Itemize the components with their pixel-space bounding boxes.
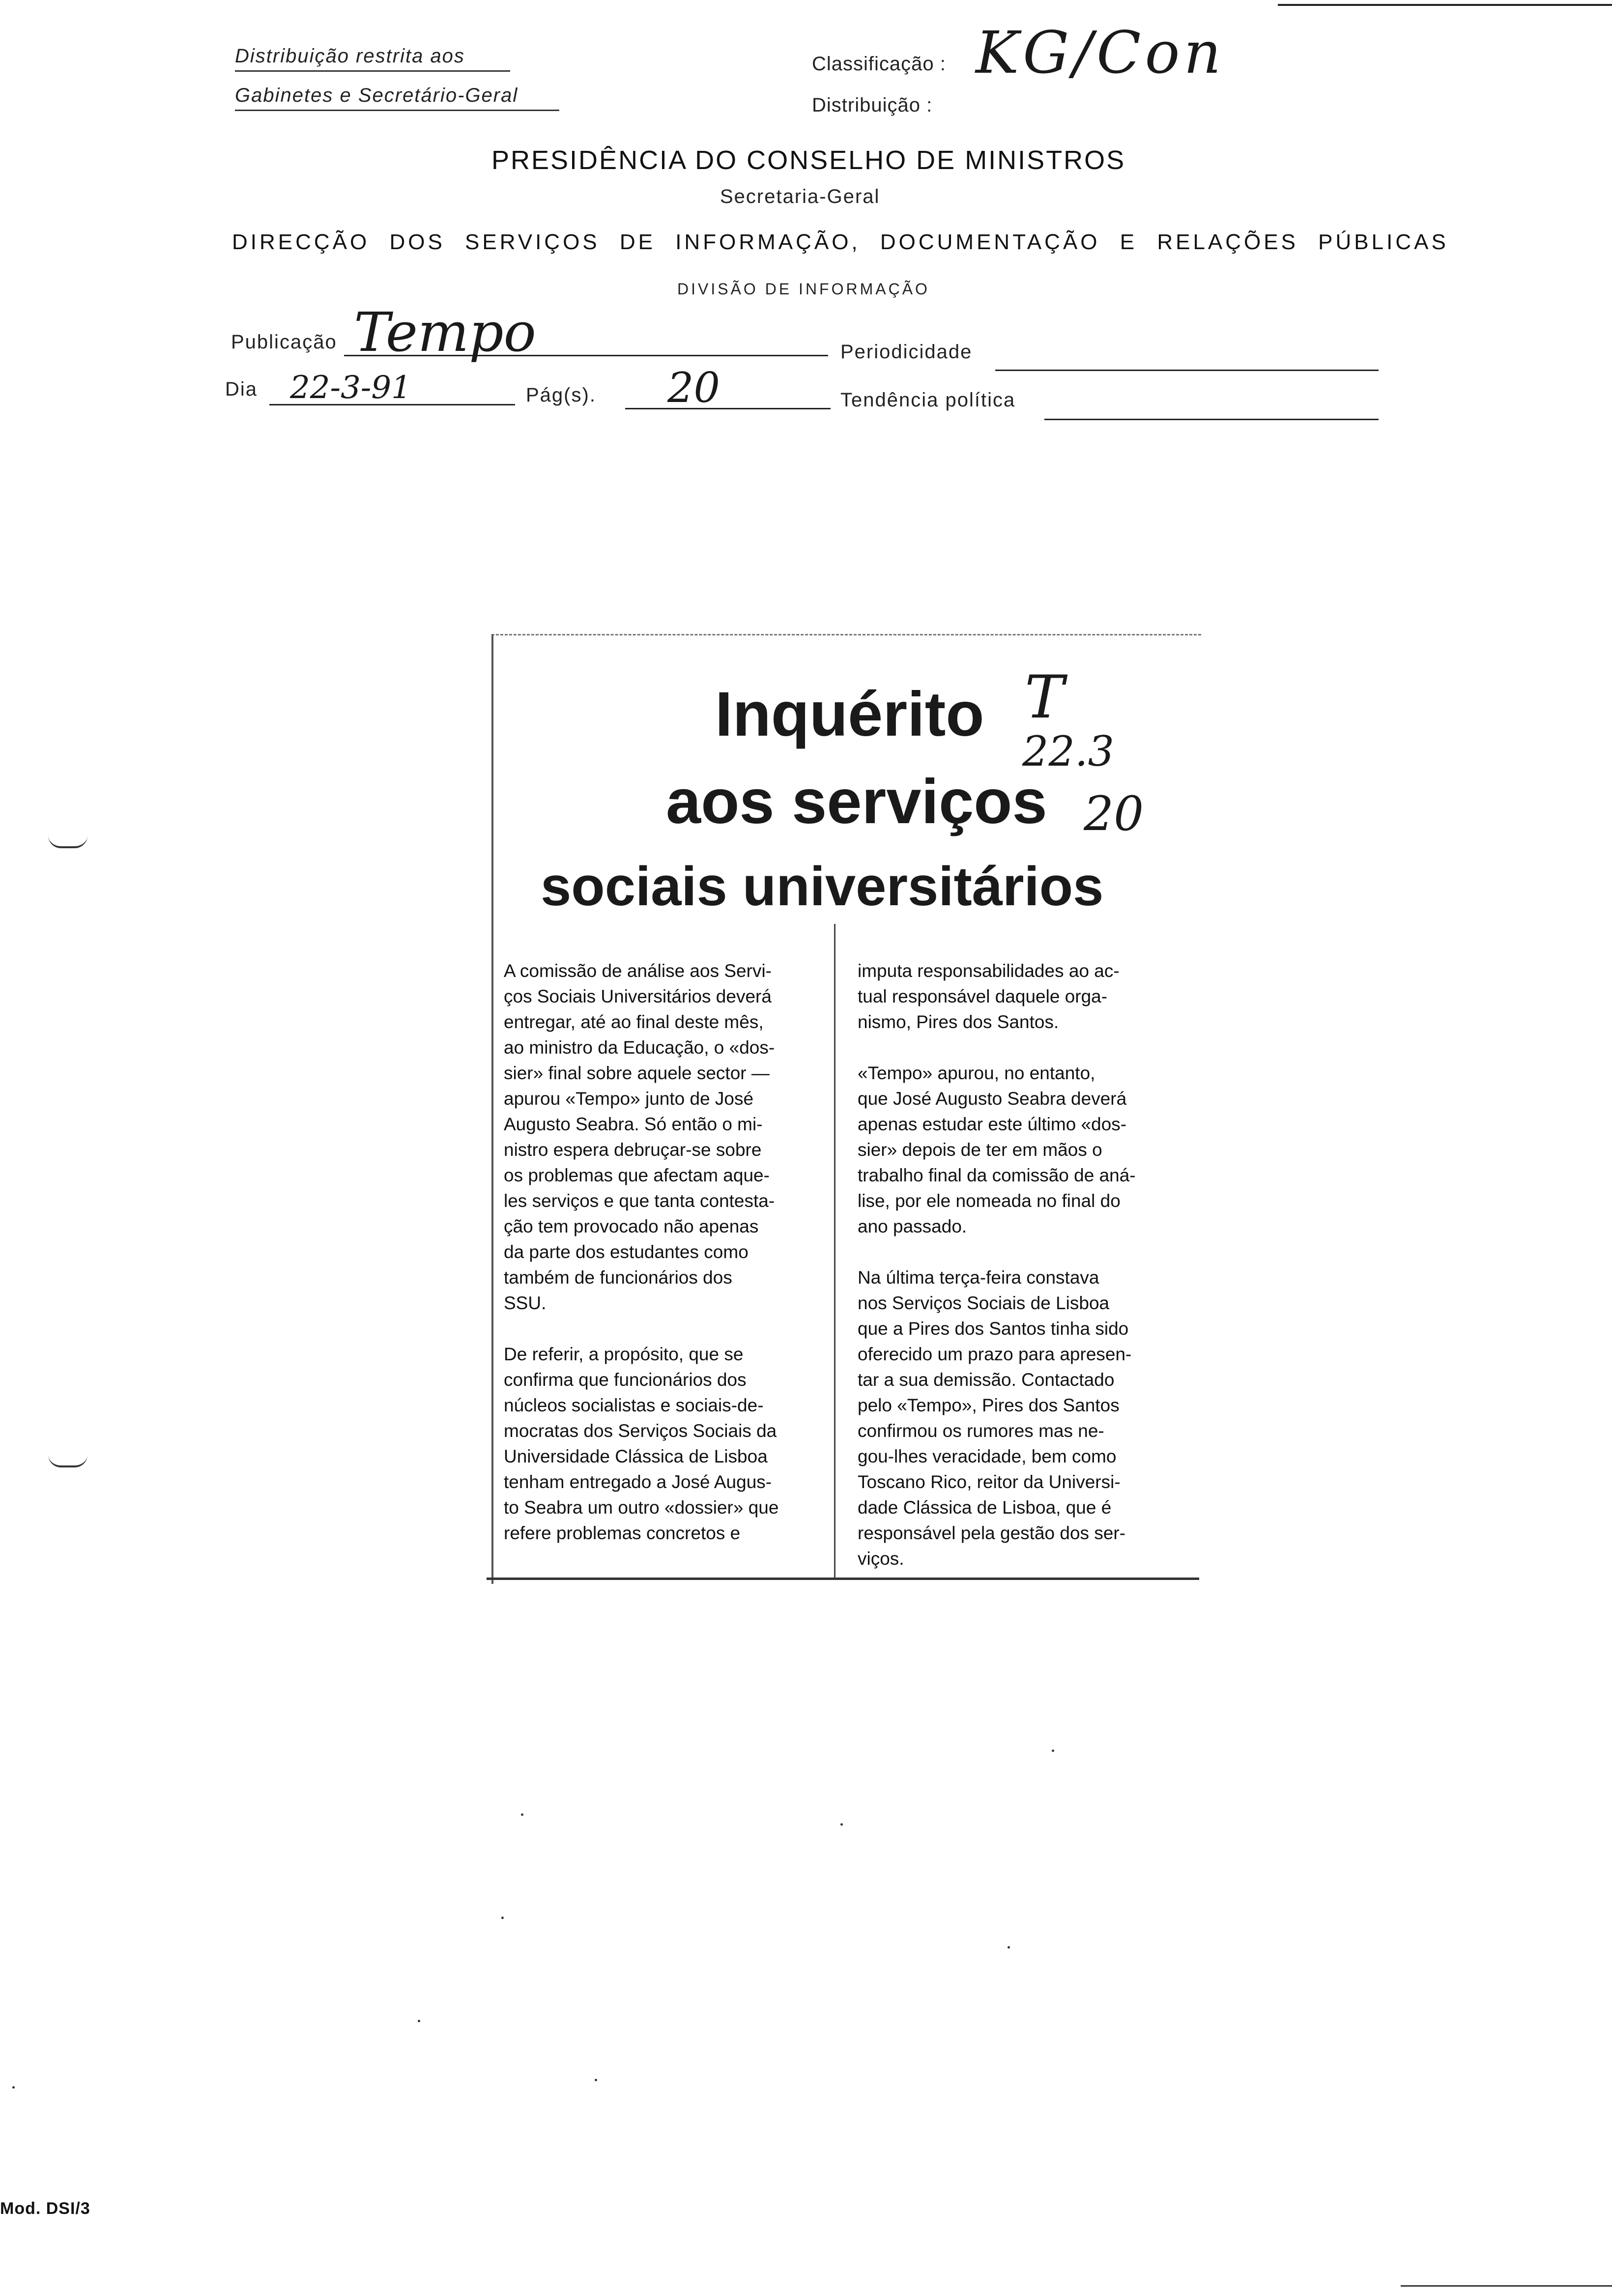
scan-speck xyxy=(501,1917,504,1919)
classificacao-label: Classificação : xyxy=(812,53,946,75)
scan-speck xyxy=(595,2079,597,2081)
page-subtitle: Secretaria-Geral xyxy=(720,186,880,207)
bottom-edge-rule xyxy=(1401,2285,1612,2287)
page-title: PRESIDÊNCIA DO CONSELHO DE MINISTROS xyxy=(491,145,1126,175)
handwritten-annotation-line1: T xyxy=(1025,663,1065,732)
restricted-distribution-line1: Distribuição restrita aos xyxy=(235,45,510,72)
headline-line2: aos serviços xyxy=(666,767,1047,837)
column-divider xyxy=(834,924,835,1578)
publicacao-handwritten-value: Tempo xyxy=(354,301,536,364)
scan-speck xyxy=(418,2020,420,2022)
headline-line3: sociais universitários xyxy=(541,856,1104,917)
tendencia-line xyxy=(1044,419,1379,420)
department-name: DIRECÇÃO DOS SERVIÇOS DE INFORMAÇÃO, DOCUMENTAÇÃO E RELAÇÕES PÚBLICAS xyxy=(232,230,1449,254)
scan-speck xyxy=(1052,1750,1054,1752)
headline-line1: Inquérito xyxy=(715,679,984,749)
pags-label: Pág(s). xyxy=(526,384,596,406)
form-code: Mod. DSI/3 xyxy=(0,2199,90,2218)
division-name: DIVISÃO DE INFORMAÇÃO xyxy=(677,280,930,298)
handwritten-annotation-line2: 22.3 xyxy=(1022,727,1115,775)
tendencia-label: Tendência política xyxy=(840,389,1016,411)
scan-speck xyxy=(840,1823,843,1826)
article-column-left: A comissão de análise aos Servi- ços Sociais Universitários deverá entregar, até ao final deste mês, ao ministro da Educação, o «dos- sier» final sobre aquele sector — apurou «Tempo» junto de José Augusto Seabra. Só então o mi- nistro espera debruçar-se sobre os problemas que afectam aque- les serviços e que tanta contesta- ção tem provocado não apenas da parte dos estudantes como também de funcionários dos SSU. De referir, a propósito, que se confirma que funcionários dos núcleos socialistas e sociais-de- mocratas dos Serviços Sociais da Universidade Clássica de Lisboa tenham entregado a José Augus- to Seabra um outro «dossier» que refere problemas concretos e xyxy=(504,961,779,1543)
dia-label: Dia xyxy=(225,378,258,400)
periodicidade-label: Periodicidade xyxy=(840,341,973,363)
classificacao-handwritten-value: KG/Con xyxy=(976,19,1225,86)
article-column-right: imputa responsabilidades ao ac- tual responsável daquele orga- nismo, Pires dos Santos. «Tempo» apurou, no entanto, que José Augusto Seabra deverá apenas estudar este último «dos- sier» depois de ter em mãos o trabalho final da comissão de aná- lise, por ele nomeada no final do ano passado. Na última terça-feira constava nos Serviços Sociais de Lisboa que a Pires dos Santos tinha sido oferecido um prazo para apresen- tar a sua demissão. Contactado pelo «Tempo», Pires dos Santos confirmou os rumores mas ne- gou-lhes veracidade, bem como Toscano Rico, reitor da Universi- dade Clássica de Lisboa, que é responsável pela gestão dos ser- viços. xyxy=(858,961,1136,1569)
punch-hole-mark-lower xyxy=(48,1455,87,1467)
restricted-distribution-line2: Gabinetes e Secretário-Geral xyxy=(235,85,559,111)
periodicidade-line xyxy=(995,370,1379,371)
handwritten-annotation-line3: 20 xyxy=(1084,786,1144,841)
pags-handwritten-value: 20 xyxy=(667,364,720,412)
distribuicao-label: Distribuição : xyxy=(812,94,933,116)
punch-hole-mark-upper xyxy=(48,835,87,848)
publicacao-label: Publicação xyxy=(231,331,337,353)
clipping-bottom-rule xyxy=(487,1578,1199,1580)
top-edge-rule xyxy=(1278,4,1612,6)
scan-speck xyxy=(12,2086,15,2089)
dia-handwritten-value: 22-3-91 xyxy=(290,370,411,406)
scan-speck xyxy=(521,1813,523,1816)
pags-line xyxy=(625,408,831,409)
scan-speck xyxy=(1008,1946,1010,1949)
